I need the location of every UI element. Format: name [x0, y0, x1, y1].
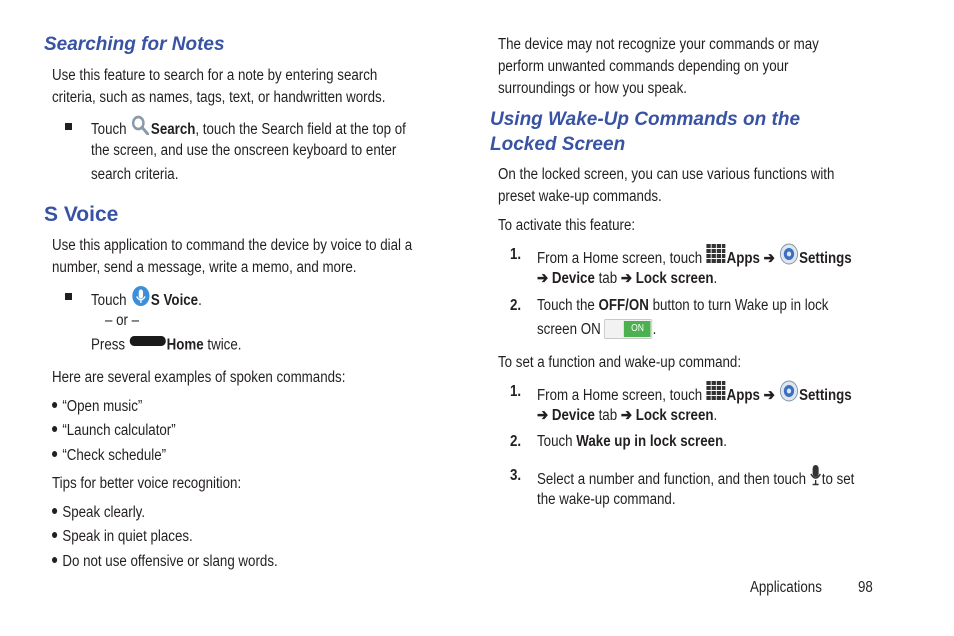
- step-text: button to turn Wake up in lock: [648, 297, 829, 314]
- section-title-svoice: S Voice: [44, 203, 119, 226]
- touch-word: Touch: [91, 291, 127, 309]
- wake-intro-line-1: On the locked screen, you can use various functions with: [498, 166, 835, 183]
- section-title-wakeup-2: Locked Screen: [490, 134, 626, 155]
- settings-label: Settings: [799, 386, 852, 404]
- touch-word: Touch: [91, 120, 127, 138]
- bullet-square: [65, 293, 72, 300]
- set-step-3-line-2: the wake-up command.: [537, 491, 676, 508]
- searching-intro-line-2: criteria, such as names, tags, text, or handwritten words.: [52, 89, 386, 106]
- arrow: ➔: [763, 386, 775, 404]
- step-text: Touch: [537, 433, 577, 450]
- tip-item: Do not use offensive or slang words.: [52, 551, 278, 574]
- searching-intro-line-1: Use this feature to search for a note by entering search: [52, 67, 378, 84]
- example-item: “Check schedule”: [52, 445, 166, 468]
- tip-item: Speak clearly.: [52, 502, 145, 525]
- microphone-icon: [810, 464, 822, 494]
- svoice-press-line: [91, 334, 241, 357]
- step-text: Select a number and function, and then touch: [537, 470, 807, 488]
- wake-intro-line-2: preset wake-up commands.: [498, 188, 662, 205]
- device-note-line-3: surroundings or how you speak.: [498, 80, 687, 97]
- set-step-1-line-2: [537, 405, 717, 428]
- device-label: Device: [551, 407, 595, 424]
- home-label: Home: [166, 336, 204, 354]
- svoice-label: S Voice: [150, 291, 199, 309]
- step-number: 2.: [510, 297, 522, 314]
- press-word: Press: [91, 336, 126, 354]
- activate-step-2-line-1: [537, 295, 828, 318]
- tips-intro: Tips for better voice recognition:: [52, 475, 242, 492]
- search-step-line-3: search criteria.: [91, 166, 179, 183]
- apps-label: Apps: [726, 249, 760, 267]
- step-text: From a Home screen, touch: [537, 249, 703, 267]
- device-note-line-2: perform unwanted commands depending on your: [498, 58, 789, 75]
- bullet-square: [65, 123, 72, 130]
- apps-label: Apps: [726, 386, 760, 404]
- wake-up-lock-screen-label: Wake up in lock screen: [576, 433, 724, 450]
- toggle-on-label: ON: [624, 321, 651, 337]
- activate-intro: To activate this feature:: [498, 217, 636, 234]
- lock-screen-label: Lock screen: [635, 270, 714, 287]
- period: .: [713, 270, 718, 287]
- step-text: Touch the: [537, 297, 599, 314]
- section-title-searching: Searching for Notes: [44, 34, 225, 55]
- svoice-intro-line-1: Use this application to command the device by voice to dial a: [52, 237, 413, 254]
- examples-intro: Here are several examples of spoken commands:: [52, 369, 346, 386]
- step-number: 2.: [510, 433, 522, 450]
- or-separator: – or –: [105, 312, 140, 329]
- page-number: 98: [858, 579, 873, 596]
- period: .: [723, 433, 727, 450]
- offon-label: OFF/ON: [598, 297, 649, 314]
- step-text: to set: [821, 470, 855, 488]
- tip-item: Speak in quiet places.: [52, 526, 193, 549]
- device-note-line-1: The device may not recognize your commands or may: [498, 36, 819, 53]
- arrow: ➔: [537, 270, 549, 287]
- arrow: ➔: [763, 249, 775, 267]
- toggle-on-icon: [604, 319, 652, 339]
- settings-label: Settings: [799, 249, 852, 267]
- settings-gear-icon: [778, 380, 799, 410]
- tab-word: tab: [594, 407, 621, 424]
- svoice-intro-line-2: number, send a message, write a memo, and more.: [52, 259, 357, 276]
- period: .: [198, 291, 202, 309]
- search-step-line-2: the screen, and use the onscreen keyboard to enter: [91, 142, 397, 159]
- tab-word: tab: [594, 270, 621, 287]
- footer-section: Applications: [750, 579, 822, 596]
- home-key-icon: [129, 333, 167, 356]
- period: .: [713, 407, 718, 424]
- search-label: Search: [150, 120, 196, 138]
- device-label: Device: [551, 270, 595, 287]
- section-title-wakeup-1: Using Wake-Up Commands on the: [490, 109, 801, 130]
- example-item: “Open music”: [52, 396, 142, 419]
- set-step-2-line-1: [537, 431, 727, 454]
- step-text: From a Home screen, touch: [537, 386, 703, 404]
- search-step-rest: , touch the Search field at the top of: [195, 120, 406, 138]
- step-number: 1.: [510, 246, 522, 263]
- step-number: 3.: [510, 467, 522, 484]
- lock-screen-label: Lock screen: [635, 407, 714, 424]
- set-intro: To set a function and wake-up command:: [498, 354, 742, 371]
- arrow: ➔: [620, 270, 633, 287]
- step-number: 1.: [510, 383, 522, 400]
- arrow: ➔: [620, 407, 633, 424]
- search-icon: [130, 115, 151, 143]
- arrow: ➔: [537, 407, 549, 424]
- twice-word: twice.: [203, 336, 242, 354]
- example-item: “Launch calculator”: [52, 420, 176, 443]
- period: .: [652, 321, 657, 338]
- activate-step-1-line-2: [537, 268, 717, 291]
- settings-gear-icon: [778, 243, 799, 273]
- step-text: screen ON: [537, 321, 601, 338]
- activate-step-2-line-2: [537, 319, 656, 342]
